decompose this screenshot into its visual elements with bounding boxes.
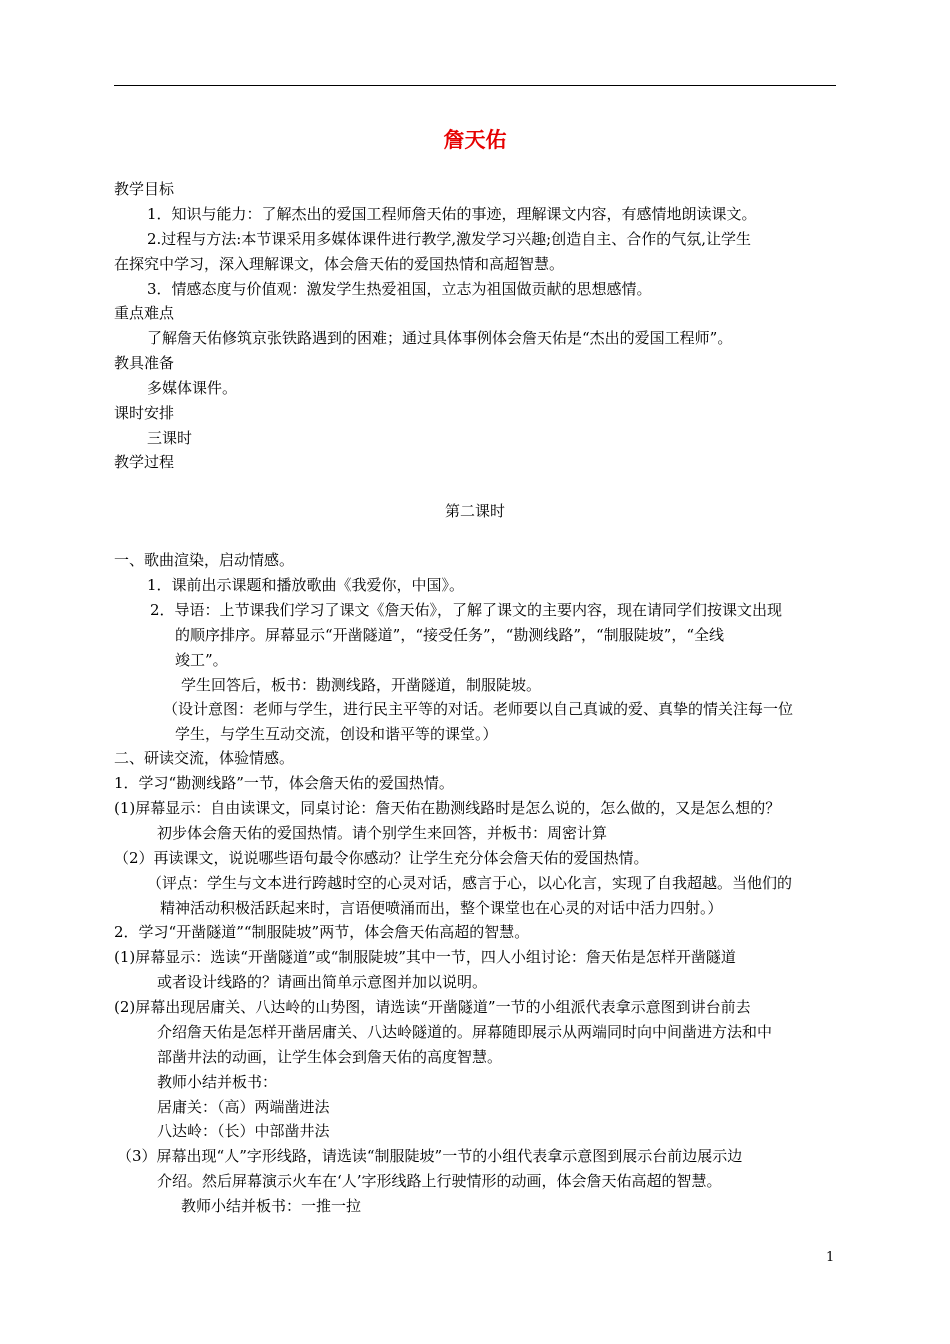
schedule-text: 三课时 <box>147 429 193 447</box>
section-2-item-2-1-line1: (1)屏幕显示：选读“开凿隧道”或“制服陡坡”其中一节，四人小组讨论：詹天佑是怎样开凿隧道 <box>114 948 736 966</box>
section-1-board-note: 学生回答后，板书：勘测线路，开凿隧道，制服陡坡。 <box>181 676 542 694</box>
section-2-item-1-1-line2: 初步体会詹天佑的爱国热情。请个别学生来回答，并板书：周密计算 <box>157 824 608 842</box>
objective-3: 3．情感态度与价值观：激发学生热爱祖国，立志为祖国做贡献的思想感情。 <box>147 280 652 298</box>
schedule-heading: 课时安排 <box>114 404 175 422</box>
section-2-item-2-3-line2: 介绍。然后屏幕演示火车在‘人’字形线路上行驶情形的动画，体会詹天佑高超的智慧。 <box>157 1172 722 1190</box>
section-2-item-1-2: （2）再读课文，说说哪些语句最令你感动？让学生充分体会詹天佑的爱国热情。 <box>114 849 649 867</box>
section-2-heading: 二、研读交流，体验情感。 <box>114 749 295 767</box>
section-1-item-2-line2: 的顺序排序。屏幕显示“开凿隧道”，“接受任务”，“勘测线路”，“制服陡坡”，“全线 <box>175 626 725 644</box>
section-1-item-2-line1: 2．导语：上节课我们学习了课文《詹天佑》，了解了课文的主要内容，现在请同学们按课文出现 <box>150 601 783 619</box>
section-2-comment-line2: 精神活动积极活跃起来时，言语便喷涌而出，整个课堂也在心灵的对话中活力四射。） <box>160 899 723 917</box>
section-1-design-note-line2: 学生，与学生互动交流，创设和谐平等的课堂。） <box>175 725 498 743</box>
objective-2-line2: 在探究中学习，深入理解课文，体会詹天佑的爱国热情和高超智慧。 <box>114 255 565 273</box>
section-2-item-1: 1．学习“勘测线路”一节，体会詹天佑的爱国热情。 <box>114 774 454 792</box>
section-2-juyongguan: 居庸关：（高）两端凿进法 <box>157 1098 330 1116</box>
section-2-item-2-2-line3: 部凿井法的动画，让学生体会到詹天佑的高度智慧。 <box>157 1048 503 1066</box>
objective-2-line1: 2.过程与方法:本节课采用多媒体课件进行教学,激发学习兴趣;创造自主、合作的气氛,让学生 <box>147 230 751 248</box>
keypoints-text: 了解詹天佑修筑京张铁路遇到的困难；通过具体事例体会詹天佑是“杰出的爱国工程师”。 <box>147 329 733 347</box>
section-2-item-2-2-line2: 介绍詹天佑是怎样开凿居庸关、八达岭隧道的。屏幕随即展示从两端同时向中间凿进方法和中 <box>157 1023 773 1041</box>
page-number: 1 <box>826 1250 835 1265</box>
section-2-badaling: 八达岭：（长）中部凿井法 <box>157 1122 330 1140</box>
section-2-comment-line1: （评点：学生与文本进行跨越时空的心灵对话，感言于心，以心化言，实现了自我超越。当他们的 <box>147 874 793 892</box>
section-2-item-2: 2．学习“开凿隧道”“制服陡坡”两节，体会詹天佑高超的智慧。 <box>114 923 530 941</box>
tools-heading: 教具准备 <box>114 354 175 372</box>
header-rule <box>114 85 836 86</box>
section-2-teacher-summary: 教师小结并板书： <box>157 1073 278 1091</box>
objective-1: 1．知识与能力：了解杰出的爱国工程师詹天佑的事迹，理解课文内容，有感情地朗读课文。 <box>147 205 757 223</box>
section-2-item-2-3-line1: （3）屏幕出现“人”字形线路，请选读“制服陡坡”一节的小组代表拿示意图到展示台前边展示边 <box>117 1147 743 1165</box>
process-heading: 教学过程 <box>114 453 175 471</box>
section-2-item-2-2-line1: (2)屏幕出现居庸关、八达岭的山势图，请选读“开凿隧道”一节的小组派代表拿示意图到讲台前去 <box>114 998 751 1016</box>
keypoints-heading: 重点难点 <box>114 304 175 322</box>
tools-text: 多媒体课件。 <box>147 379 238 397</box>
section-2-teacher-summary-2: 教师小结并板书：一推一拉 <box>181 1197 362 1215</box>
section-1-item-2-line3: 竣工”。 <box>175 651 228 669</box>
section-1-item-1: 1．课前出示课题和播放歌曲《我爱你，中国》。 <box>147 576 465 594</box>
section-1-design-note-line1: （设计意图：老师与学生，进行民主平等的对话。老师要以自己真诚的爱、真挚的情关注每一位 <box>163 700 794 718</box>
objectives-heading: 教学目标 <box>114 180 175 198</box>
document-title: 詹天佑 <box>443 128 507 152</box>
lesson-title: 第二课时 <box>444 502 505 520</box>
section-2-item-2-1-line2: 或者设计线路的？请画出简单示意图并加以说明。 <box>157 973 488 991</box>
section-1-heading: 一、歌曲渲染，启动情感。 <box>114 551 295 569</box>
section-2-item-1-1-line1: (1)屏幕显示：自由读课文，同桌讨论：詹天佑在勘测线路时是怎么说的，怎么做的，又是怎么想的？ <box>114 799 781 817</box>
